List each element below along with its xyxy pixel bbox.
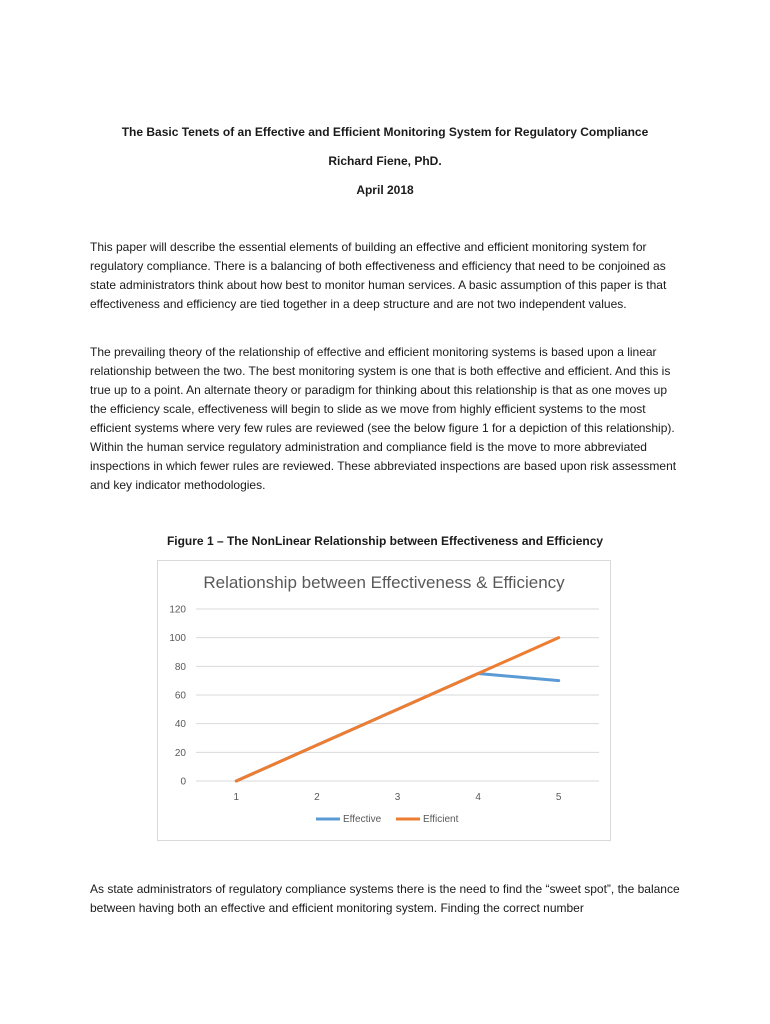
legend-label-effective: Effective bbox=[343, 814, 382, 825]
y-tick-label: 80 bbox=[174, 661, 186, 673]
chart-series bbox=[236, 638, 558, 781]
x-tick-label: 1 bbox=[233, 792, 240, 803]
x-tick-label: 2 bbox=[314, 792, 320, 803]
series-line-efficient bbox=[236, 638, 558, 781]
chart-legend bbox=[316, 814, 459, 825]
x-tick-label: 5 bbox=[555, 792, 562, 803]
document-author: Richard Fiene, PhD. bbox=[328, 154, 442, 168]
figure-caption: Figure 1 – The NonLinear Relationship between Effectiveness and Efficiency bbox=[166, 534, 604, 548]
paragraph-intro: This paper will describe the essential elements of building an effective and efficient monitoring system for regulatory compliance. There is a balancing of both effectiveness and efficiency that need to be conjoined as state administrators think about how best to monitor human services. A basic assumption of this paper is that effectiveness and efficiency are tied together in a deep structure and are not two independent values. bbox=[90, 240, 667, 311]
document-date: April 2018 bbox=[356, 183, 414, 197]
line-chart bbox=[158, 561, 610, 840]
y-tick-label: 60 bbox=[174, 690, 186, 702]
series-line-effective bbox=[236, 674, 558, 782]
paragraph-sweet-spot: As state administrators of regulatory compliance systems there is the need to find the “sweet spot”, the balance between having both an effective and efficient monitoring system. Finding the correct number bbox=[90, 882, 680, 915]
x-tick-label: 4 bbox=[475, 792, 481, 803]
x-axis-ticks bbox=[234, 792, 562, 803]
chart-gridlines bbox=[196, 609, 599, 781]
y-tick-label: 100 bbox=[169, 633, 186, 645]
document-title: The Basic Tenets of an Effective and Efficient Monitoring System for Regulatory Compliance bbox=[121, 125, 649, 139]
y-tick-label: 40 bbox=[174, 719, 186, 731]
y-axis-ticks bbox=[169, 605, 186, 788]
paragraph-theory: The prevailing theory of the relationship of effective and efficient monitoring systems is based upon a linear relationship between the two. The best monitoring system is one that is both effective and efficient. And this is true up to a point. An alternate theory or paradigm for thinking about this relationship is that as one moves up the efficiency scale, effectiveness will begin to slide as we move from highly efficient systems to the most efficient systems where very few rules are reviewed (see the below figure 1 for a depiction of this relationship). Within the human service regulatory administration and compliance field is the move to more abbreviated inspections in which fewer rules are reviewed. These abbreviated inspections are based upon risk assessment and key indicator methodologies. bbox=[90, 345, 677, 492]
y-tick-label: 120 bbox=[169, 604, 186, 616]
y-tick-label: 20 bbox=[174, 747, 186, 759]
y-tick-label: 0 bbox=[180, 776, 186, 788]
chart-container bbox=[157, 560, 611, 841]
chart-title: Relationship between Effectiveness & Efficiency bbox=[203, 573, 565, 592]
x-tick-label: 3 bbox=[394, 792, 401, 803]
legend-label-efficient: Efficient bbox=[423, 814, 459, 825]
